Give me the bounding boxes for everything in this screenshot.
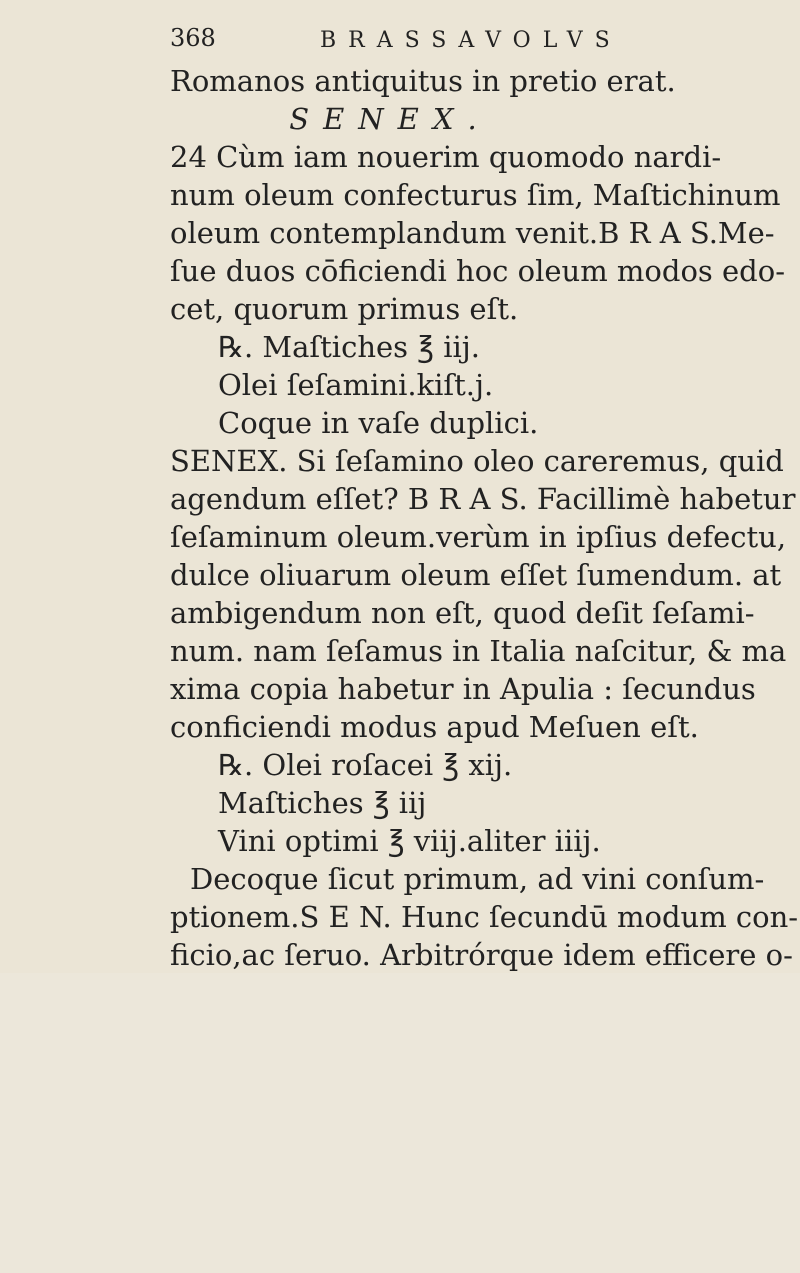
recipe-line: Maſtiches ℥ iij (218, 786, 427, 820)
text-line: oleum contemplandum venit.B R A S.Me- (170, 216, 775, 250)
text-line: Romanos antiquitus in pretio erat. (170, 64, 676, 98)
page-number: 368 (170, 24, 216, 52)
text-line: ſeſaminum oleum.verùm in ipſius defectu, (170, 520, 787, 554)
text-line: ambigendum non eſt, quod deſit ſeſami- (170, 596, 755, 630)
text-line: ſue duos cōficiendi hoc oleum modos edo- (170, 254, 786, 288)
text-line: conficiendi modus apud Meſuen eſt. (170, 710, 699, 744)
running-head: BRASSAVOLVS (320, 28, 622, 53)
recipe-line: ℞. Olei roſacei ℥ xij. (218, 748, 513, 782)
text-line: ptionem.S E N. Hunc ſecundū modum con- (170, 900, 799, 934)
page-header (170, 18, 670, 60)
text-line: SENEX. Si ſeſamino oleo careremus, quid (170, 444, 784, 478)
text-line: 24 Cùm iam nouerim quomodo nardi- (170, 140, 722, 174)
recipe-line: Olei ſeſamini.kiſt.j. (218, 368, 494, 402)
text-line: ficio,ac ſeruo. Arbitrórque idem efficere o- (170, 938, 793, 972)
text-line: dulce oliuarum oleum eſſet ſumendum. at (170, 558, 782, 592)
text-line: num oleum confecturus ſim, Maſtichinum (170, 178, 781, 212)
recipe-line: Vini optimi ℥ viij.aliter iiij. (218, 824, 601, 858)
blank-page-bottom (0, 973, 800, 1273)
speaker-heading: SENEX. (289, 102, 491, 136)
text-line: cet, quorum primus eſt. (170, 292, 519, 326)
recipe-line: ℞. Maſtiches ℥ iij. (218, 330, 480, 364)
text-line: xima copia habetur in Apulia : ſecundus (170, 672, 756, 706)
recipe-line: Coque in vaſe duplici. (218, 406, 539, 440)
text-line: Decoque ſicut primum, ad vini conſum- (190, 862, 765, 896)
text-line: num. nam ſeſamus in Italia naſcitur, & ma (170, 634, 787, 668)
text-line: agendum eſſet? B R A S. Facillimè habetur (170, 482, 796, 516)
